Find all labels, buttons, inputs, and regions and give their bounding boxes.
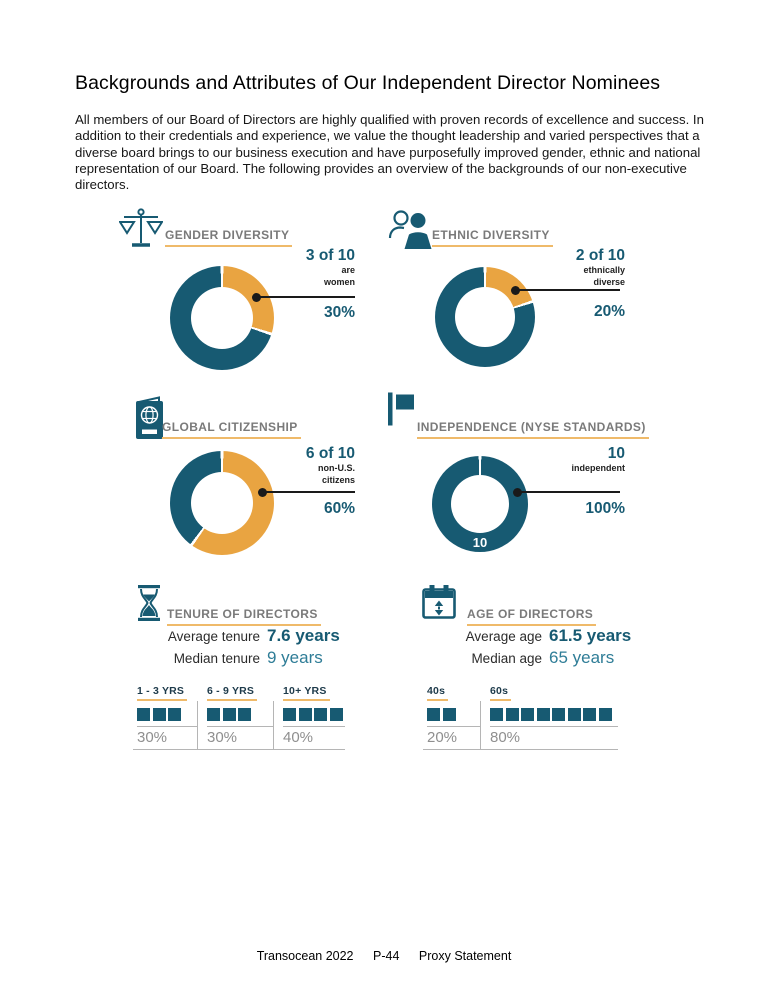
section-heading: INDEPENDENCE (NYSE STANDARDS) (417, 420, 649, 439)
donut-value: 10 (607, 445, 625, 462)
unit-square (443, 708, 456, 721)
unit-square (490, 708, 503, 721)
average-age-row (425, 627, 631, 645)
unit-square (521, 708, 534, 721)
leader-line (260, 296, 355, 298)
unit-square (583, 708, 596, 721)
donut-percent: 30% (323, 304, 355, 321)
distribution-bucket (273, 701, 345, 749)
donut-sublabel: independent (571, 463, 625, 473)
unit-square-row (137, 701, 197, 726)
donut-hole (191, 472, 253, 534)
leader-line (521, 491, 620, 493)
leader-dot (258, 488, 267, 497)
distribution-bucket-label: 10+ YRS (283, 685, 330, 701)
unit-square-row (490, 701, 618, 726)
leader-line (519, 289, 620, 291)
average-tenure-row (135, 627, 340, 645)
leader-dot (252, 293, 261, 302)
leader-line (266, 491, 355, 493)
distribution-percent: 30% (207, 726, 273, 749)
flag-icon (387, 392, 415, 426)
unit-square (568, 708, 581, 721)
stat-value: 65 years (549, 648, 615, 667)
donut-hole (455, 287, 515, 347)
age-distribution-table (423, 681, 618, 750)
distribution-bucket-label: 40s (427, 685, 448, 701)
donut-sublabel: ethnically (583, 265, 625, 275)
tenure-distribution-table (133, 681, 345, 750)
stat-value: 7.6 years (267, 626, 340, 645)
section-heading: GENDER DIVERSITY (165, 228, 292, 247)
calendar-icon (422, 585, 456, 619)
stat-label: Average age (465, 629, 542, 644)
unit-square (427, 708, 440, 721)
donut-hole (191, 287, 253, 349)
donut-sublabel: diverse (593, 276, 625, 287)
independence-donut-chart (432, 456, 528, 552)
unit-square (506, 708, 519, 721)
global-citizenship-section (115, 390, 360, 565)
unit-square (314, 708, 327, 721)
distribution-bucket (480, 701, 618, 749)
intro-paragraph: All members of our Board of Directors are highly qualified with proven records of excellence and success. In addition to their credentials and experience, we value the thought leadership and varied perspectives that a diverse board brings to our business execution and have purposefully improved gender, ethnic and national representation of our Board. The following provides an overview of the backgrounds of our non-executive directors. (75, 112, 704, 193)
footer-company: Transocean 2022 (256, 949, 354, 963)
donut-sublabel: non-U.S. (318, 463, 355, 473)
donut-value: 2 of 10 (575, 247, 625, 264)
distribution-bucket (423, 701, 480, 749)
leader-dot (511, 286, 520, 295)
unit-square (137, 708, 150, 721)
distribution-percent: 20% (427, 726, 480, 749)
stat-label: Average tenure (167, 629, 260, 644)
leader-dot (513, 488, 522, 497)
stat-value: 9 years (267, 648, 323, 667)
unit-square (330, 708, 343, 721)
page-title: Backgrounds and Attributes of Our Independent Director Nominees (75, 72, 661, 94)
section-heading: AGE OF DIRECTORS (467, 607, 596, 626)
unit-square (153, 708, 166, 721)
unit-square (223, 708, 236, 721)
gender-diversity-section (115, 205, 360, 380)
gender-diversity-donut-chart (170, 266, 274, 370)
distribution-percent: 80% (490, 726, 618, 749)
donut-annotation (306, 446, 355, 486)
distribution-bucket-label: 6 - 9 YRS (207, 685, 257, 701)
stat-value: 61.5 years (549, 626, 632, 645)
distribution-bucket-label: 1 - 3 YRS (137, 685, 187, 701)
footer-page-number: P-44 (373, 949, 400, 963)
unit-square-row (207, 701, 273, 726)
global-citizenship-donut-chart (170, 451, 274, 555)
distribution-bucket (197, 701, 273, 749)
distribution-bucket (133, 701, 197, 749)
donut-annotation (306, 248, 355, 288)
donut-value: 3 of 10 (305, 247, 355, 264)
unit-square (238, 708, 251, 721)
donut-value: 6 of 10 (305, 445, 355, 462)
scales-icon (119, 207, 163, 251)
donut-annotation (572, 446, 626, 475)
donut-percent: 20% (593, 303, 625, 320)
donut-sublabel: citizens (321, 474, 355, 485)
median-age-row (425, 649, 614, 667)
donut-sublabel: are (341, 265, 355, 275)
page-footer (0, 949, 768, 963)
stat-label: Median tenure (173, 651, 260, 666)
stat-label: Median age (471, 651, 542, 666)
median-tenure-row (135, 649, 323, 667)
donut-ring-label: 10 (472, 535, 488, 550)
ethnic-diversity-donut-chart (435, 267, 535, 367)
unit-square (168, 708, 181, 721)
passport-icon (135, 396, 165, 440)
distribution-percent: 30% (137, 726, 197, 749)
unit-square (299, 708, 312, 721)
section-heading: GLOBAL CITIZENSHIP (162, 420, 301, 439)
distribution-percent: 40% (283, 726, 345, 749)
unit-square (207, 708, 220, 721)
unit-square (537, 708, 550, 721)
unit-square-row (427, 701, 480, 726)
unit-square (599, 708, 612, 721)
tenure-of-directors-section (115, 583, 365, 753)
ethnic-diversity-section (385, 205, 635, 380)
age-of-directors-section (405, 583, 655, 753)
distribution-bucket-label: 60s (490, 685, 511, 701)
hourglass-icon (136, 585, 162, 621)
donut-hole (451, 475, 509, 533)
unit-square (283, 708, 296, 721)
people-icon (388, 208, 434, 250)
donut-annotation (576, 248, 625, 288)
unit-square (552, 708, 565, 721)
donut-sublabel: women (323, 276, 355, 287)
footer-document: Proxy Statement (418, 949, 512, 963)
independence-section (385, 390, 646, 565)
donut-percent: 100% (585, 500, 625, 517)
donut-percent: 60% (323, 500, 355, 517)
section-heading: TENURE OF DIRECTORS (167, 607, 321, 626)
section-heading: ETHNIC DIVERSITY (432, 228, 553, 247)
unit-square-row (283, 701, 345, 726)
